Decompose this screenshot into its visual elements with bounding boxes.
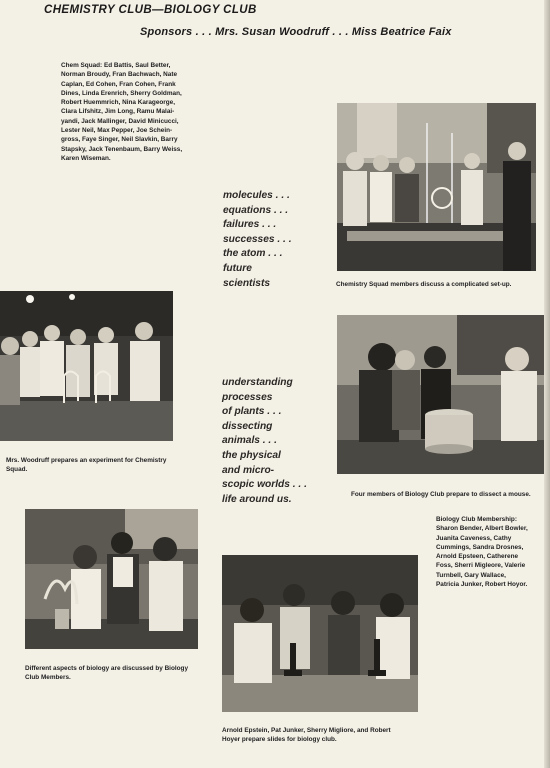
page-title: CHEMISTRY CLUB—BIOLOGY CLUB: [44, 4, 257, 16]
roster-line: Caplan, Ed Cohen, Fran Cohen, Frank: [61, 80, 176, 88]
poem-line: the physical: [222, 449, 281, 461]
roster-line: Robert Huemmrich, Nina Karageorge,: [61, 99, 175, 107]
roster-line: yandi, Jack Mallinger, David Minicucci,: [61, 117, 179, 125]
aspects-caption: [25, 664, 188, 682]
roster-line: Stapsky, Jack Tenenbaum, Barry Weiss,: [61, 145, 183, 153]
poem-line: life around us.: [222, 493, 292, 505]
caption-line: Club Members.: [25, 674, 71, 681]
poem-line: dissecting: [222, 420, 273, 432]
dissect-photo: [337, 315, 548, 474]
binding-shadow: [544, 0, 550, 768]
woodruff-photo: [0, 291, 173, 441]
slides-photo: [222, 555, 418, 712]
caption-line: Mrs. Woodruff prepares an experiment for Chemistry: [6, 457, 167, 464]
roster-line: Biology Club Membership:: [436, 516, 517, 523]
chem-poem: [223, 189, 292, 291]
chem-squad-caption: Chemistry Squad members discuss a complicated set-up.: [336, 281, 512, 288]
sponsors-line: Sponsors . . . Mrs. Susan Woodruff . . . Miss Beatrice Faix: [140, 26, 452, 38]
roster-line: Foss, Sherri Migleore, Valerie: [436, 562, 526, 570]
roster-line: Juanita Caveness, Cathy: [436, 534, 512, 542]
roster-line: Cummings, Sandra Drosnes,: [436, 543, 524, 551]
poem-line: molecules . . .: [223, 190, 290, 201]
poem-line: scopic worlds . . .: [222, 479, 307, 491]
roster-line: Clara Lifshitz, Jim Long, Ramu Malai-: [61, 108, 175, 116]
roster-line: Karen Wiseman.: [61, 154, 111, 162]
poem-line: failures . . .: [223, 219, 277, 231]
chem-squad-roster: [61, 61, 221, 163]
poem-line: processes: [222, 391, 273, 403]
roster-line: Turnbell, Gary Wallace,: [436, 571, 506, 579]
roster-line: gross, Faye Singer, Neil Slavkin, Barry: [61, 136, 178, 144]
roster-line: Norman Broudy, Fran Bachwach, Nate: [61, 71, 178, 79]
bio-poem: [222, 376, 307, 507]
caption-line: Different aspects of biology are discussed by Biology: [25, 665, 188, 672]
roster-line: Sharon Bender, Albert Bowler,: [436, 525, 528, 533]
caption-line: Squad.: [6, 466, 28, 473]
poem-line: animals . . .: [222, 435, 277, 447]
dissect-caption: Four members of Biology Club prepare to dissect a mouse.: [351, 491, 531, 498]
roster-line: Arnold Epsteen, Catherene: [436, 553, 519, 561]
woodruff-caption: [6, 456, 166, 474]
poem-line: equations . . .: [223, 204, 289, 216]
poem-line: successes . . .: [223, 233, 292, 245]
caption-line: Arnold Epstein, Pat Junker, Sherry Migliore, and Robert: [222, 727, 391, 734]
poem-line: understanding: [222, 377, 293, 388]
poem-line: of plants . . .: [222, 406, 282, 418]
poem-line: future: [223, 262, 252, 274]
aspects-photo: [25, 509, 198, 649]
poem-line: the atom . . .: [223, 248, 283, 260]
chem-squad-photo: [337, 103, 536, 271]
slides-caption: [222, 726, 391, 744]
roster-line: Chem Squad: Ed Battis, Saul Better,: [61, 62, 171, 69]
roster-line: Patricia Junker, Robert Hoyor.: [436, 581, 528, 589]
biology-club-roster: [436, 515, 546, 589]
roster-line: Lester Neil, Max Pepper, Joe Schein-: [61, 127, 173, 135]
caption-line: Hoyer prepare slides for biology club.: [222, 736, 337, 743]
poem-line: and micro-: [222, 464, 275, 476]
roster-line: Dines, Linda Erenrich, Sherry Goldman,: [61, 89, 182, 97]
poem-line: scientists: [223, 277, 270, 289]
